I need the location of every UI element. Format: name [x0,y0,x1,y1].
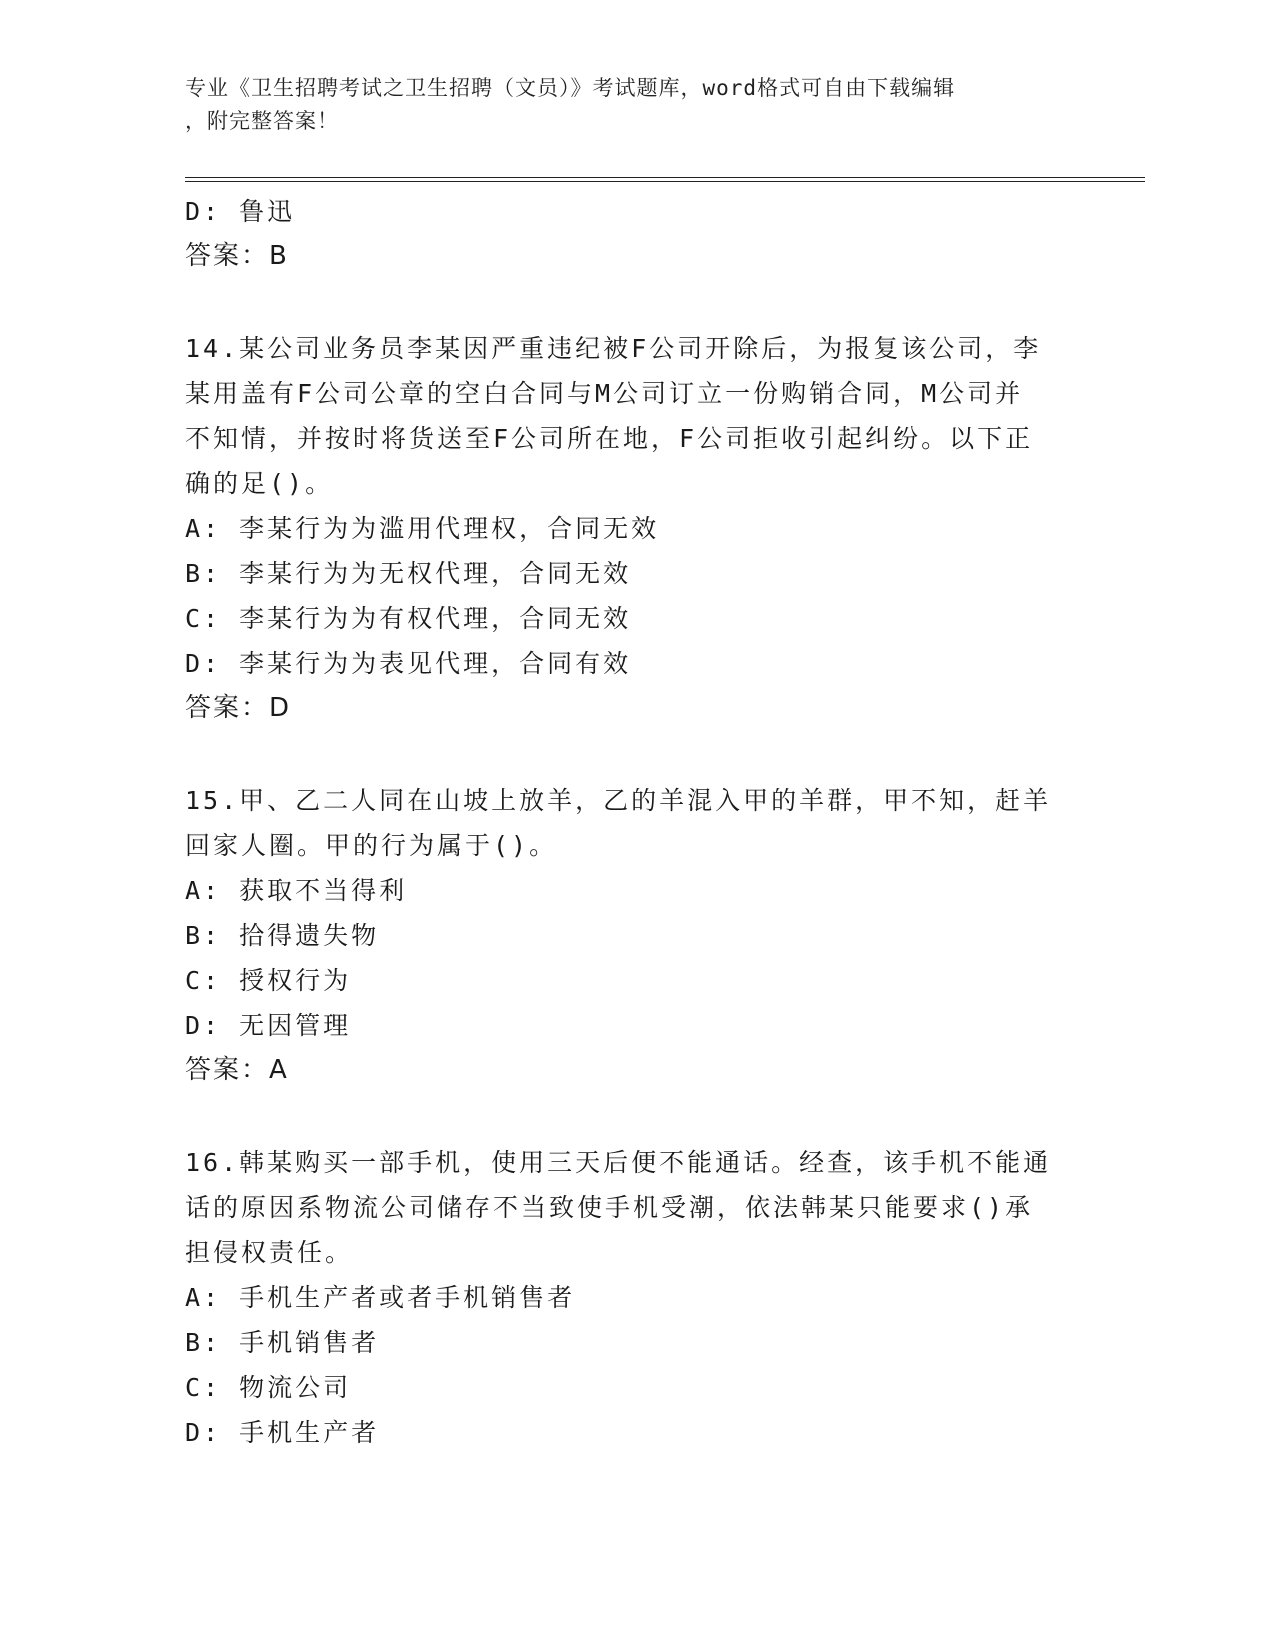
option-d: D: 手机生产者 [185,1418,380,1447]
option-b: B: 手机销售者 [185,1328,380,1357]
question-15 [185,778,1085,1093]
option-c: C: 授权行为 [185,966,352,995]
option-d: D: 无因管理 [185,1011,352,1040]
answer-line: 答案：A [185,1055,289,1085]
option-b: B: 拾得遗失物 [185,921,380,950]
header-divider-top [185,177,1145,178]
answer-line: 答案：B [185,241,289,271]
option-a: A: 李某行为为滥用代理权，合同无效 [185,514,660,543]
option-b: B: 李某行为为无权代理，合同无效 [185,559,632,588]
header-line-2: ，附完整答案！ [185,109,339,133]
option-d: D: 李某行为为表见代理，合同有效 [185,649,632,678]
stem-line: 15.甲、乙二人同在山坡上放羊，乙的羊混入甲的羊群，甲不知，赶羊 [185,786,1052,815]
answer-line: 答案：D [185,693,292,723]
stem-line: 某用盖有F公司公章的空白合同与M公司订立一份购销合同，M公司并 [185,379,1024,408]
question-stem [185,1140,1085,1275]
option-a: A: 获取不当得利 [185,876,408,905]
stem-line: 14.某公司业务员李某因严重违纪被F公司开除后，为报复该公司，李 [185,334,1042,363]
stem-line: 话的原因系物流公司储存不当致使手机受潮，依法韩某只能要求()承 [185,1193,1034,1222]
option-c: C: 李某行为为有权代理，合同无效 [185,604,632,633]
question-stem [185,326,1085,506]
option-a: A: 手机生产者或者手机销售者 [185,1283,576,1312]
previous-question-tail [185,189,1085,279]
stem-line: 确的足()。 [185,469,334,498]
option-d: D: 鲁迅 [185,197,296,226]
question-stem [185,778,1085,868]
question-content [185,189,1085,1455]
stem-line: 16.韩某购买一部手机，使用三天后便不能通话。经查，该手机不能通 [185,1148,1052,1177]
stem-line: 不知情，并按时将货送至F公司所在地，F公司拒收引起纠纷。以下正 [185,424,1034,453]
header-divider-bottom [185,181,1145,182]
stem-line: 回家人圈。甲的行为属于()。 [185,831,558,860]
option-c: C: 物流公司 [185,1373,352,1402]
header-line-1: 专业《卫生招聘考试之卫生招聘（文员）》考试题库，word格式可自由下载编辑 [185,76,956,100]
question-14 [185,326,1085,731]
page-header [185,72,1065,138]
stem-line: 担侵权责任。 [185,1238,354,1267]
question-16 [185,1140,1085,1455]
